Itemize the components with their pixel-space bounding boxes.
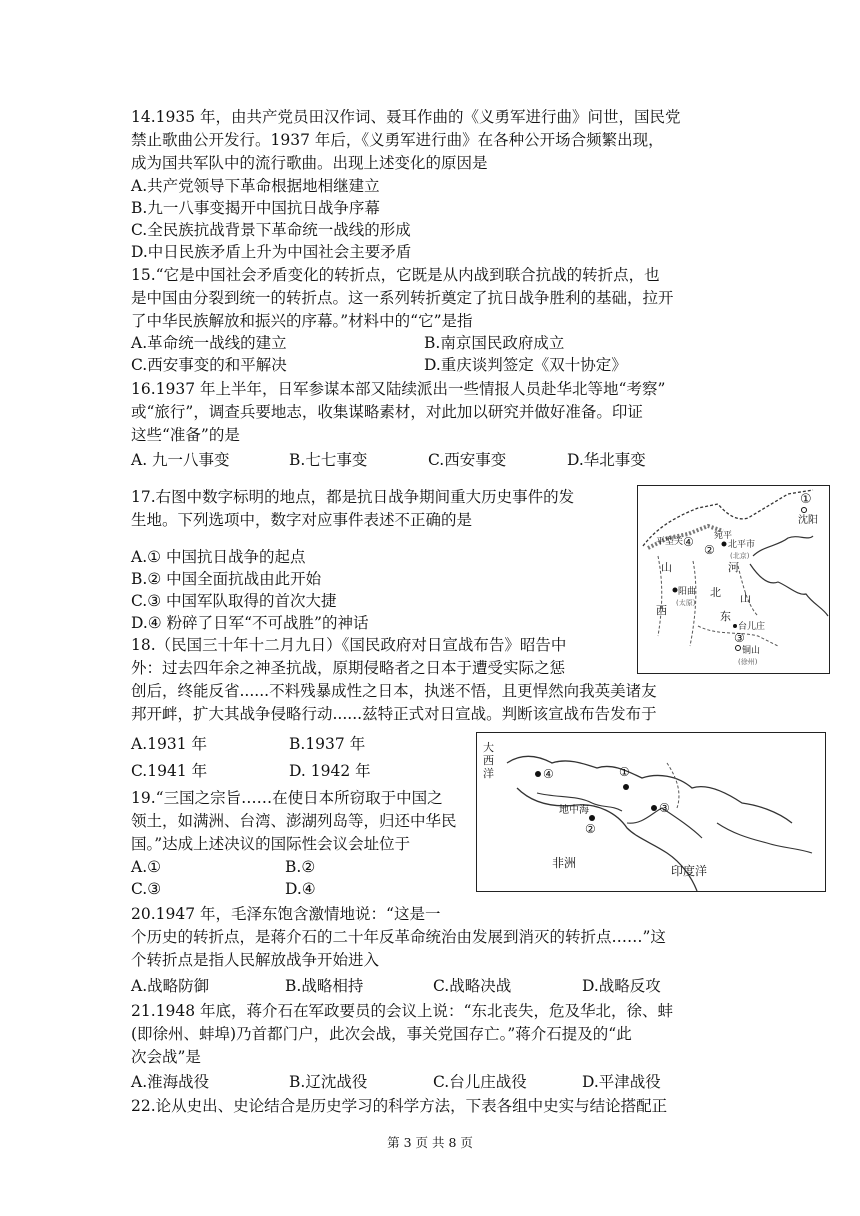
- q18-option-b[interactable]: B.1937 年: [289, 735, 366, 753]
- q21-option-a[interactable]: A.淮海战役: [131, 1073, 210, 1091]
- map-label-xi: 西: [483, 754, 494, 767]
- map-region-shan1: 山: [661, 561, 672, 574]
- q20-option-b[interactable]: B.战略相持: [285, 977, 364, 995]
- q17-option-c[interactable]: C.③ 中国军队取得的首次大捷: [131, 592, 337, 610]
- map-place-beiping: 北平市: [728, 540, 756, 550]
- q17-line-1: 17.右图中数字标明的地点，都是抗日战争期间重大历史事件的发: [131, 488, 575, 506]
- q16-option-a[interactable]: A. 九一八事变: [131, 451, 230, 469]
- world-map-graphic: [477, 733, 825, 891]
- map-marker-1b: ①: [619, 765, 630, 779]
- map-place-beijing: (北京): [730, 552, 750, 560]
- q14-option-a[interactable]: A.共产党领导下革命根据地相继建立: [131, 177, 380, 195]
- map-marker-4b: ④: [543, 767, 554, 781]
- q15-line-1: 15.“它是中国社会矛盾变化的转折点，它既是从内战到联合抗战的转折点，也: [131, 266, 660, 284]
- q17-option-d[interactable]: D.④ 粉碎了日军“不可战胜”的神话: [131, 614, 369, 632]
- page-footer: 第 3 页 共 8 页: [387, 1135, 473, 1150]
- q15-line-3: 了中华民族解放和振兴的序幕。”材料中的“它”是指: [131, 312, 473, 330]
- q16-line-3: 这些“准备”的是: [131, 426, 240, 444]
- map-region-bei: 北: [710, 586, 721, 599]
- q16-option-b[interactable]: B.七七事变: [289, 451, 368, 469]
- map-label-mediterranean: 地中海: [559, 805, 589, 816]
- map-place-yangqu: 阳曲: [678, 587, 697, 597]
- map-marker-1: ①: [800, 492, 812, 507]
- map-region-dong: 东: [720, 610, 731, 623]
- map-place-wanping: 宛平: [714, 531, 733, 541]
- q18-line-1: 18.（民国三十年十二月九日）《国民政府对日宣战布告》昭告中: [131, 636, 567, 654]
- q17-option-b[interactable]: B.② 中国全面抗战由此开始: [131, 570, 322, 588]
- q20-option-a[interactable]: A.战略防御: [131, 977, 210, 995]
- map-place-taierzhuang: 台儿庄: [738, 622, 766, 632]
- q14-line-3: 成为国共军队中的流行歌曲。出现上述变化的原因是: [131, 154, 488, 172]
- q14-option-d[interactable]: D.中日民族矛盾上升为中国社会主要矛盾: [131, 243, 412, 261]
- q19-line-1: 19.“三国之宗旨……在使日本所窃取于中国之: [131, 789, 443, 807]
- q14-line-2: 禁止歌曲公开发行。1937 年后，《义勇军进行曲》在各种公开场合频繁出现，: [131, 131, 664, 149]
- map-place-tongshan: 铜山: [742, 646, 761, 656]
- q20-option-d[interactable]: D.战略反攻: [582, 977, 661, 995]
- world-map: [476, 732, 826, 892]
- q15-option-d[interactable]: D.重庆谈判签定《双十协定》: [424, 356, 627, 374]
- q19-option-d[interactable]: D.④: [285, 880, 316, 898]
- q16-option-c[interactable]: C.西安事变: [428, 451, 507, 469]
- q16-option-d[interactable]: D.华北事变: [567, 451, 646, 469]
- q17-option-a[interactable]: A.① 中国抗日战争的起点: [131, 548, 306, 566]
- q19-line-3: 国。”达成上述决议的国际性会议会址位于: [131, 835, 411, 853]
- map-label-da: 大: [483, 741, 494, 754]
- map-region-shan2: 山: [740, 592, 751, 605]
- q16-line-1: 16.1937 年上半年，日军参谋本部又陆续派出一些情报人员赴华北等地“考察”: [131, 380, 666, 398]
- q14-option-b[interactable]: B.九一八事变揭开中国抗日战争序幕: [131, 199, 380, 217]
- q18-line-3: 创后，终能反省......不料残暴成性之日本，执迷不悟，且更悍然向我英美诸友: [131, 682, 657, 700]
- q17-line-2: 生地。下列选项中，数字对应事件表述不正确的是: [131, 511, 473, 529]
- map-marker-2: ②: [704, 543, 715, 557]
- q21-line-2: (即徐州、蚌埠)乃首都门户，此次会战，事关党国存亡。”蒋介石提及的“此: [131, 1025, 632, 1043]
- q21-line-1: 21.1948 年底，蒋介石在军政要员的会议上说：“东北丧失，危及华北，徐、蚌: [131, 1002, 673, 1020]
- q19-option-b[interactable]: B.②: [285, 858, 316, 876]
- north-china-map: [637, 485, 830, 674]
- q16-line-2: 或“旅行”，调查兵要地志，收集谋略素材，对此加以研究并做好准备。印证: [131, 403, 643, 421]
- q20-line-2: 个历史的转折点，是蒋介石的二十年反革命统治由发展到消灭的转折点……”这: [131, 928, 666, 946]
- map-place-xuzhou: (徐州): [738, 658, 758, 666]
- q18-option-c[interactable]: C.1941 年: [131, 762, 208, 780]
- map-label-africa: 非洲: [552, 856, 577, 870]
- q18-option-a[interactable]: A.1931 年: [131, 735, 207, 753]
- q15-option-c[interactable]: C.西安事变的和平解决: [131, 356, 287, 374]
- map-marker-3: ③: [734, 631, 745, 645]
- q15-line-2: 是中国由分裂到统一的转折点。这一系列转折奠定了抗日战争胜利的基础，拉开: [131, 289, 674, 307]
- map-marker-3b: ③: [659, 801, 670, 815]
- q14-line-1: 14.1935 年，由共产党员田汉作词、聂耳作曲的《义勇军进行曲》问世，国民党: [131, 108, 681, 126]
- q20-option-c[interactable]: C.战略决战: [433, 977, 512, 995]
- q14-option-c[interactable]: C.全民族抗战背景下革命统一战线的形成: [131, 221, 411, 239]
- q15-option-a[interactable]: A.革命统一战线的建立: [131, 334, 287, 352]
- q19-option-c[interactable]: C.③: [131, 880, 162, 898]
- q21-line-3: 次会战”是: [131, 1048, 201, 1066]
- map-label-yang: 洋: [483, 767, 494, 780]
- q18-option-d[interactable]: D. 1942 年: [289, 762, 371, 780]
- q18-line-4: 邦开衅，扩大其战争侵略行动......兹特正式对日宣战。判断该宣战布告发布于: [131, 705, 657, 723]
- q21-option-c[interactable]: C.台儿庄战役: [433, 1073, 527, 1091]
- north-china-map-graphic: [638, 486, 829, 673]
- map-place-pingxingguan: 平型关: [656, 537, 684, 547]
- q21-option-b[interactable]: B.辽沈战役: [289, 1073, 368, 1091]
- q22-line-1: 22.论从史出、史论结合是历史学习的科学方法，下表各组中史实与结论搭配正: [131, 1097, 668, 1115]
- map-marker-2b: ②: [585, 822, 596, 836]
- q15-option-b[interactable]: B.南京国民政府成立: [424, 334, 565, 352]
- q19-option-a[interactable]: A.①: [131, 858, 162, 876]
- map-region-xi: 西: [656, 604, 667, 617]
- map-label-indian-ocean: 印度洋: [671, 864, 708, 878]
- map-marker-4: ④: [683, 535, 694, 549]
- map-place-taiyuan: (太原): [676, 599, 696, 607]
- q18-line-2: 外：过去四年余之神圣抗战，原期侵略者之日本于遭受实际之惩: [131, 659, 566, 677]
- q19-line-2: 领土，如满洲、台湾、澎湖列岛等，归还中华民: [131, 812, 457, 830]
- q21-option-d[interactable]: D.平津战役: [582, 1073, 661, 1091]
- map-place-shenyang: 沈阳: [798, 515, 818, 526]
- q20-line-3: 个转折点是指人民解放战争开始进入: [131, 951, 380, 969]
- q20-line-1: 20.1947 年，毛泽东饱含激情地说：“这是一: [131, 905, 441, 923]
- map-region-he: 河: [728, 561, 739, 574]
